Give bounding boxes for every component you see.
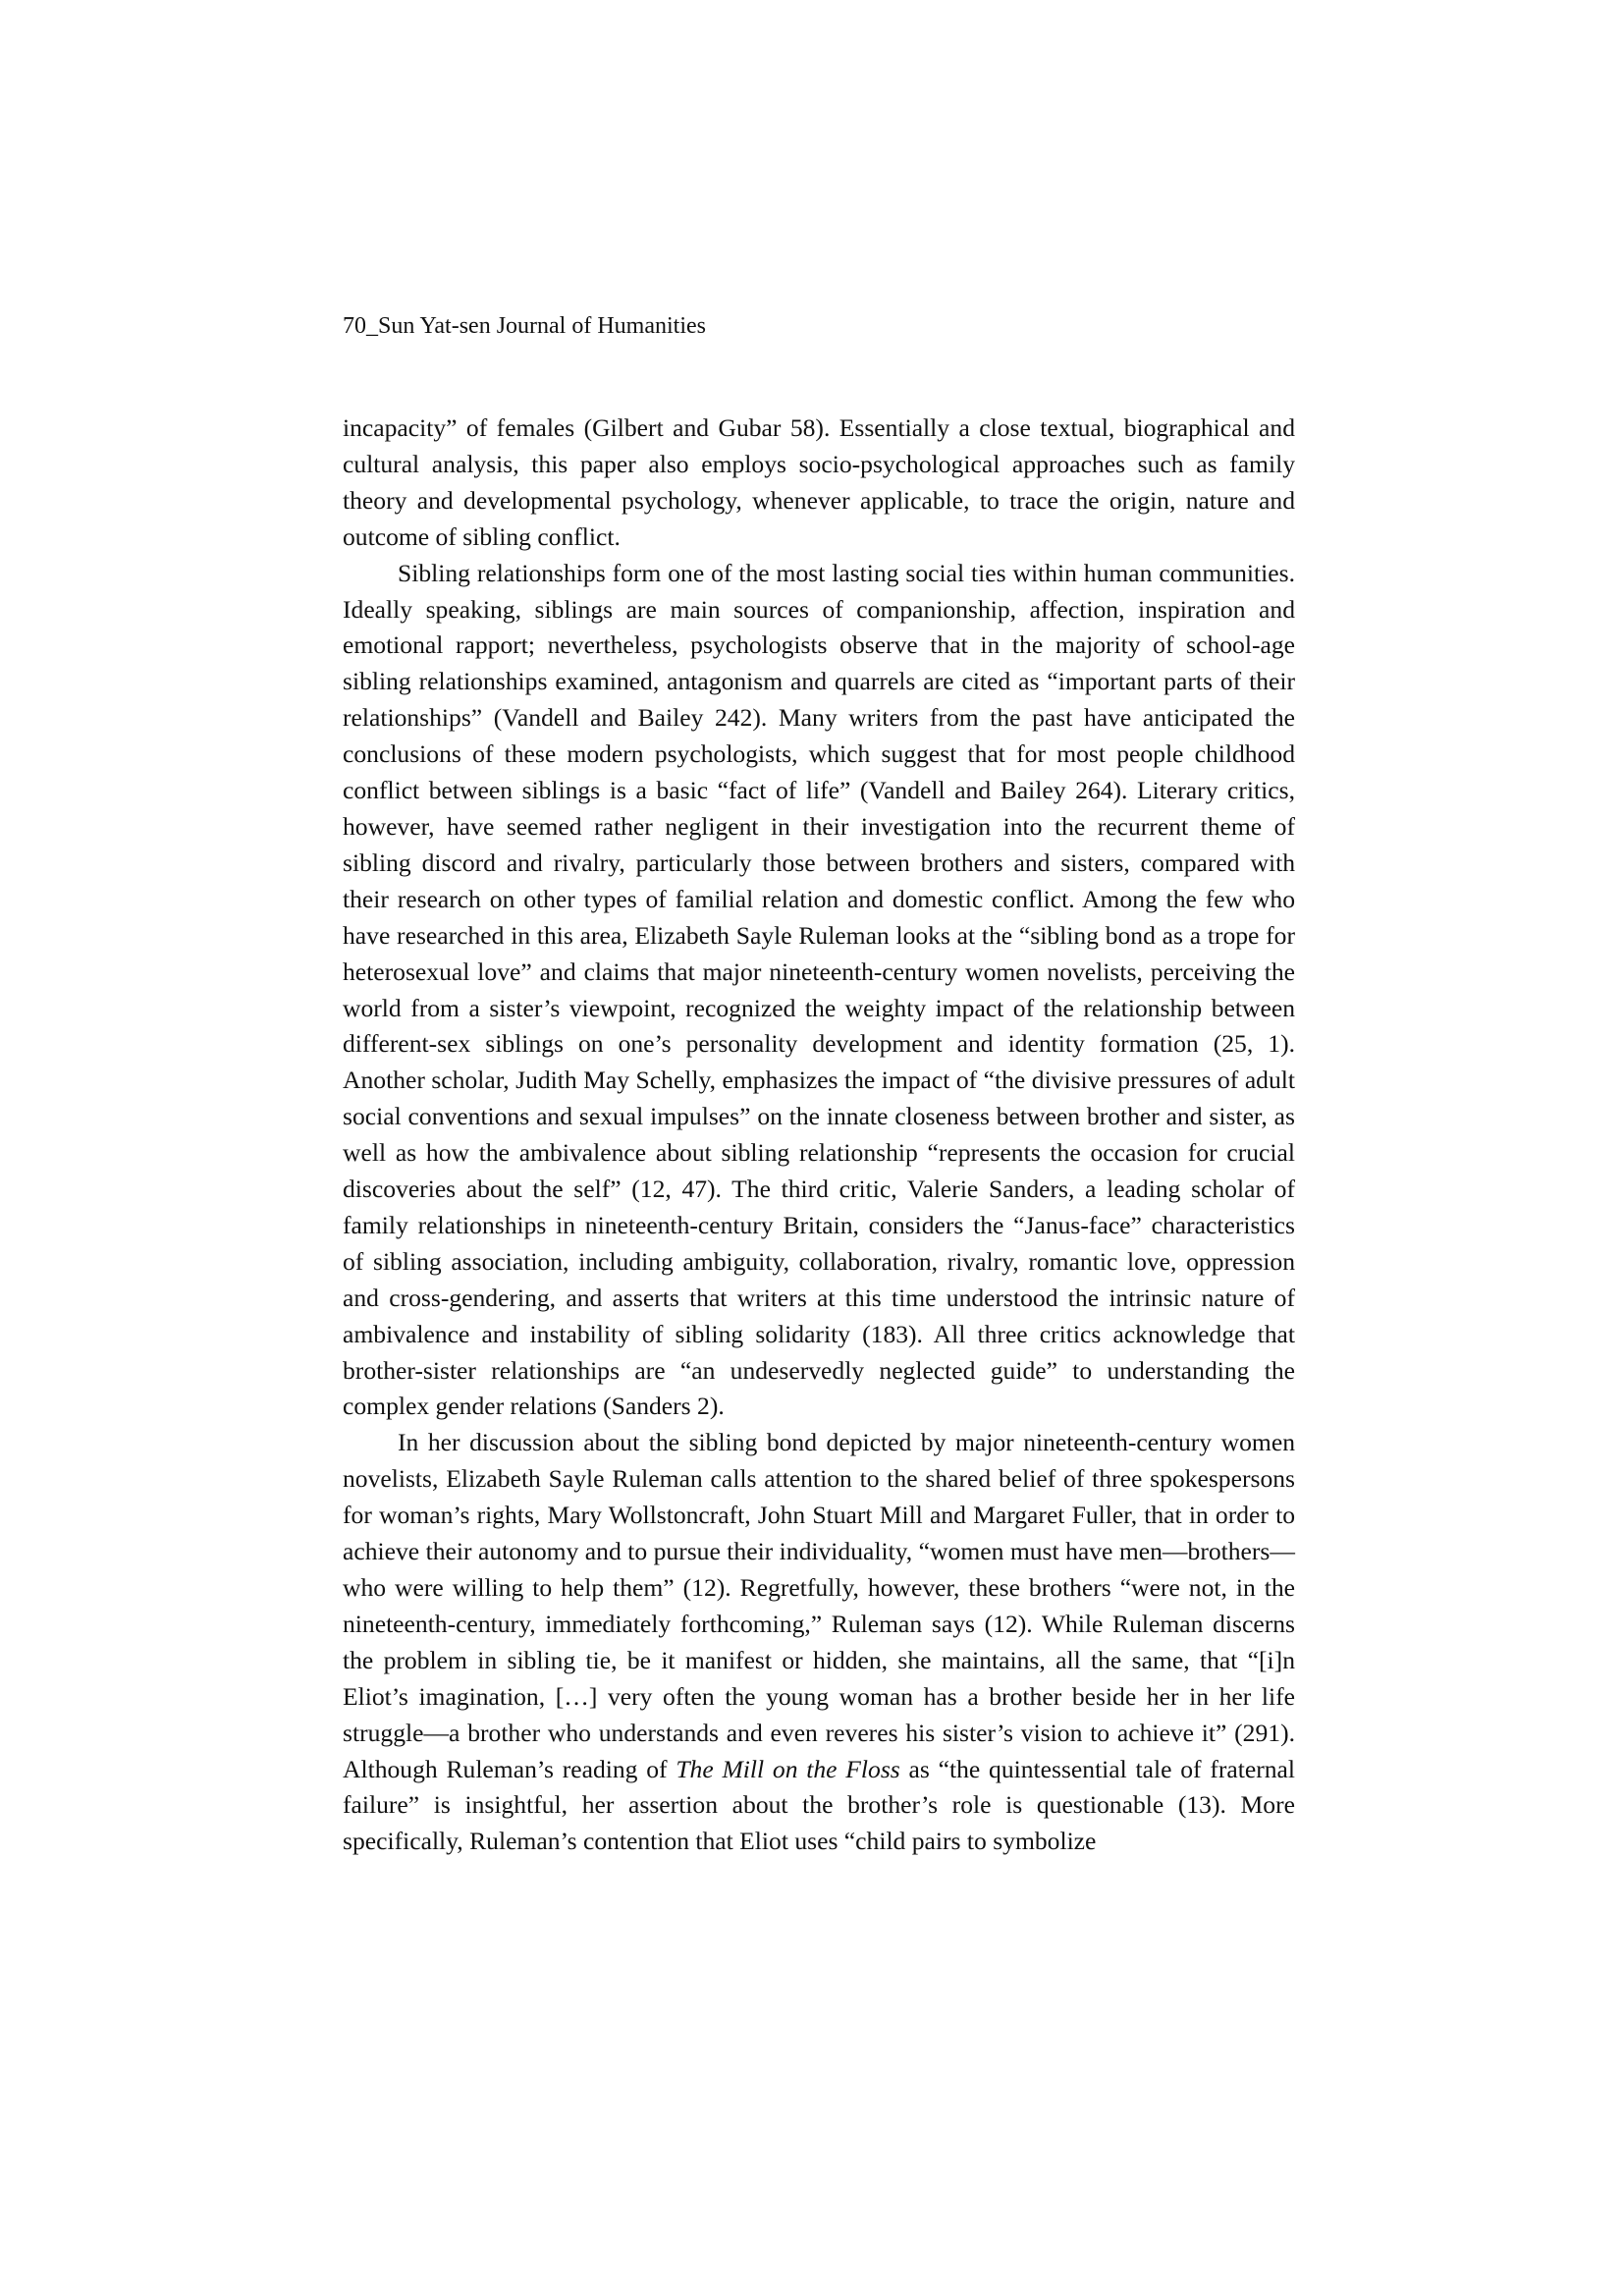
paragraph-2: Sibling relationships form one of the most lasting social ties within human communities. Ideally speaking, siblings are main sources of companionship, affection, inspiration and emotional rapport; nevertheless, psychologists observe that in the majority of school-age sibling relationships examined, antagonism and quarrels are cited as “important parts of their relationships” (Vandell and Bailey 242). Many writers from the past have anticipated the conclusions of these modern psychologists, which suggest that for most people childhood conflict between siblings is a basic “fact of life” (Vandell and Bailey 264). Literary critics, however, have seemed rather negligent in their investigation into the recurrent theme of sibling discord and rivalry, particularly those between brothers and sisters, compared with their research on other types of familial relation and domestic conflict. Among the few who have researched in this area, Elizabeth Sayle Ruleman looks at the “sibling bond as a trope for heterosexual love” and claims that major nineteenth-century women novelists, perceiving the world from a sister’s viewpoint, recognized the weighty impact of the relationship between different-sex siblings on one’s personality development and identity formation (25, 1). Another scholar, Judith May Schelly, emphasizes the impact of “the divisive pressures of adult social conventions and sexual impulses” on the innate closeness between brother and sister, as well as how the ambivalence about sibling relationship “represents the occasion for crucial discoveries about the self” (12, 47). The third critic, Valerie Sanders, a leading scholar of family relationships in nineteenth-century Britain, considers the “Janus-face” characteristics of sibling association, including ambiguity, collaboration, rivalry, romantic love, oppression and cross-gendering, and asserts that writers at this time understood the intrinsic nature of ambivalence and instability of sibling solidarity (183). All three critics acknowledge that brother-sister relationships are “an undeservedly neglected guide” to understanding the complex gender relations (Sanders 2).: [343, 558, 1295, 1421]
paragraph-1: incapacity” of females (Gilbert and Gubar 58). Essentially a close textual, biographical and cultural analysis, this paper also employs socio-psychological approaches such as family theory and developmental psychology, whenever applicable, to trace the origin, nature and outcome of sibling conflict.: [343, 413, 1295, 551]
paragraph-3: [343, 1425, 1295, 1860]
running-header: 70_Sun Yat-sen Journal of Humanities: [343, 313, 706, 339]
article-body: [343, 410, 1295, 1860]
book-title-mill-on-the-floss: The Mill on the Floss: [676, 1754, 900, 1783]
paragraph-3-text-start: In her discussion about the sibling bond depicted by major nineteenth-century women novelists, Elizabeth Sayle Ruleman calls attention to the shared belief of three spokespersons for woman’s rights, Mary Wollstoncraft, John Stuart Mill and Margaret Fuller, that in order to achieve their autonomy and to pursue their individuality, “women must have men—brothers—who were willing to help them” (12). Regretfully, however, these brothers “were not, in the nineteenth-century, immediately forthcoming,” Ruleman says (12). While Ruleman discerns the problem in sibling tie, be it manifest or hidden, she maintains, all the same, that “[i]n Eliot’s imagination, […] very often the young woman has a brother beside her in her life struggle—a brother who understands and even reveres his sister’s vision to achieve it” (291). Although Ruleman’s reading of: [343, 1428, 1295, 1783]
paragraph-3-text-end: as “the quintessential tale of fraternal failure” is insightful, her assertion about the brother’s role is questionable (13). More specifically, Ruleman’s contention that Eliot uses “child pairs to symbolize: [343, 1754, 1295, 1856]
